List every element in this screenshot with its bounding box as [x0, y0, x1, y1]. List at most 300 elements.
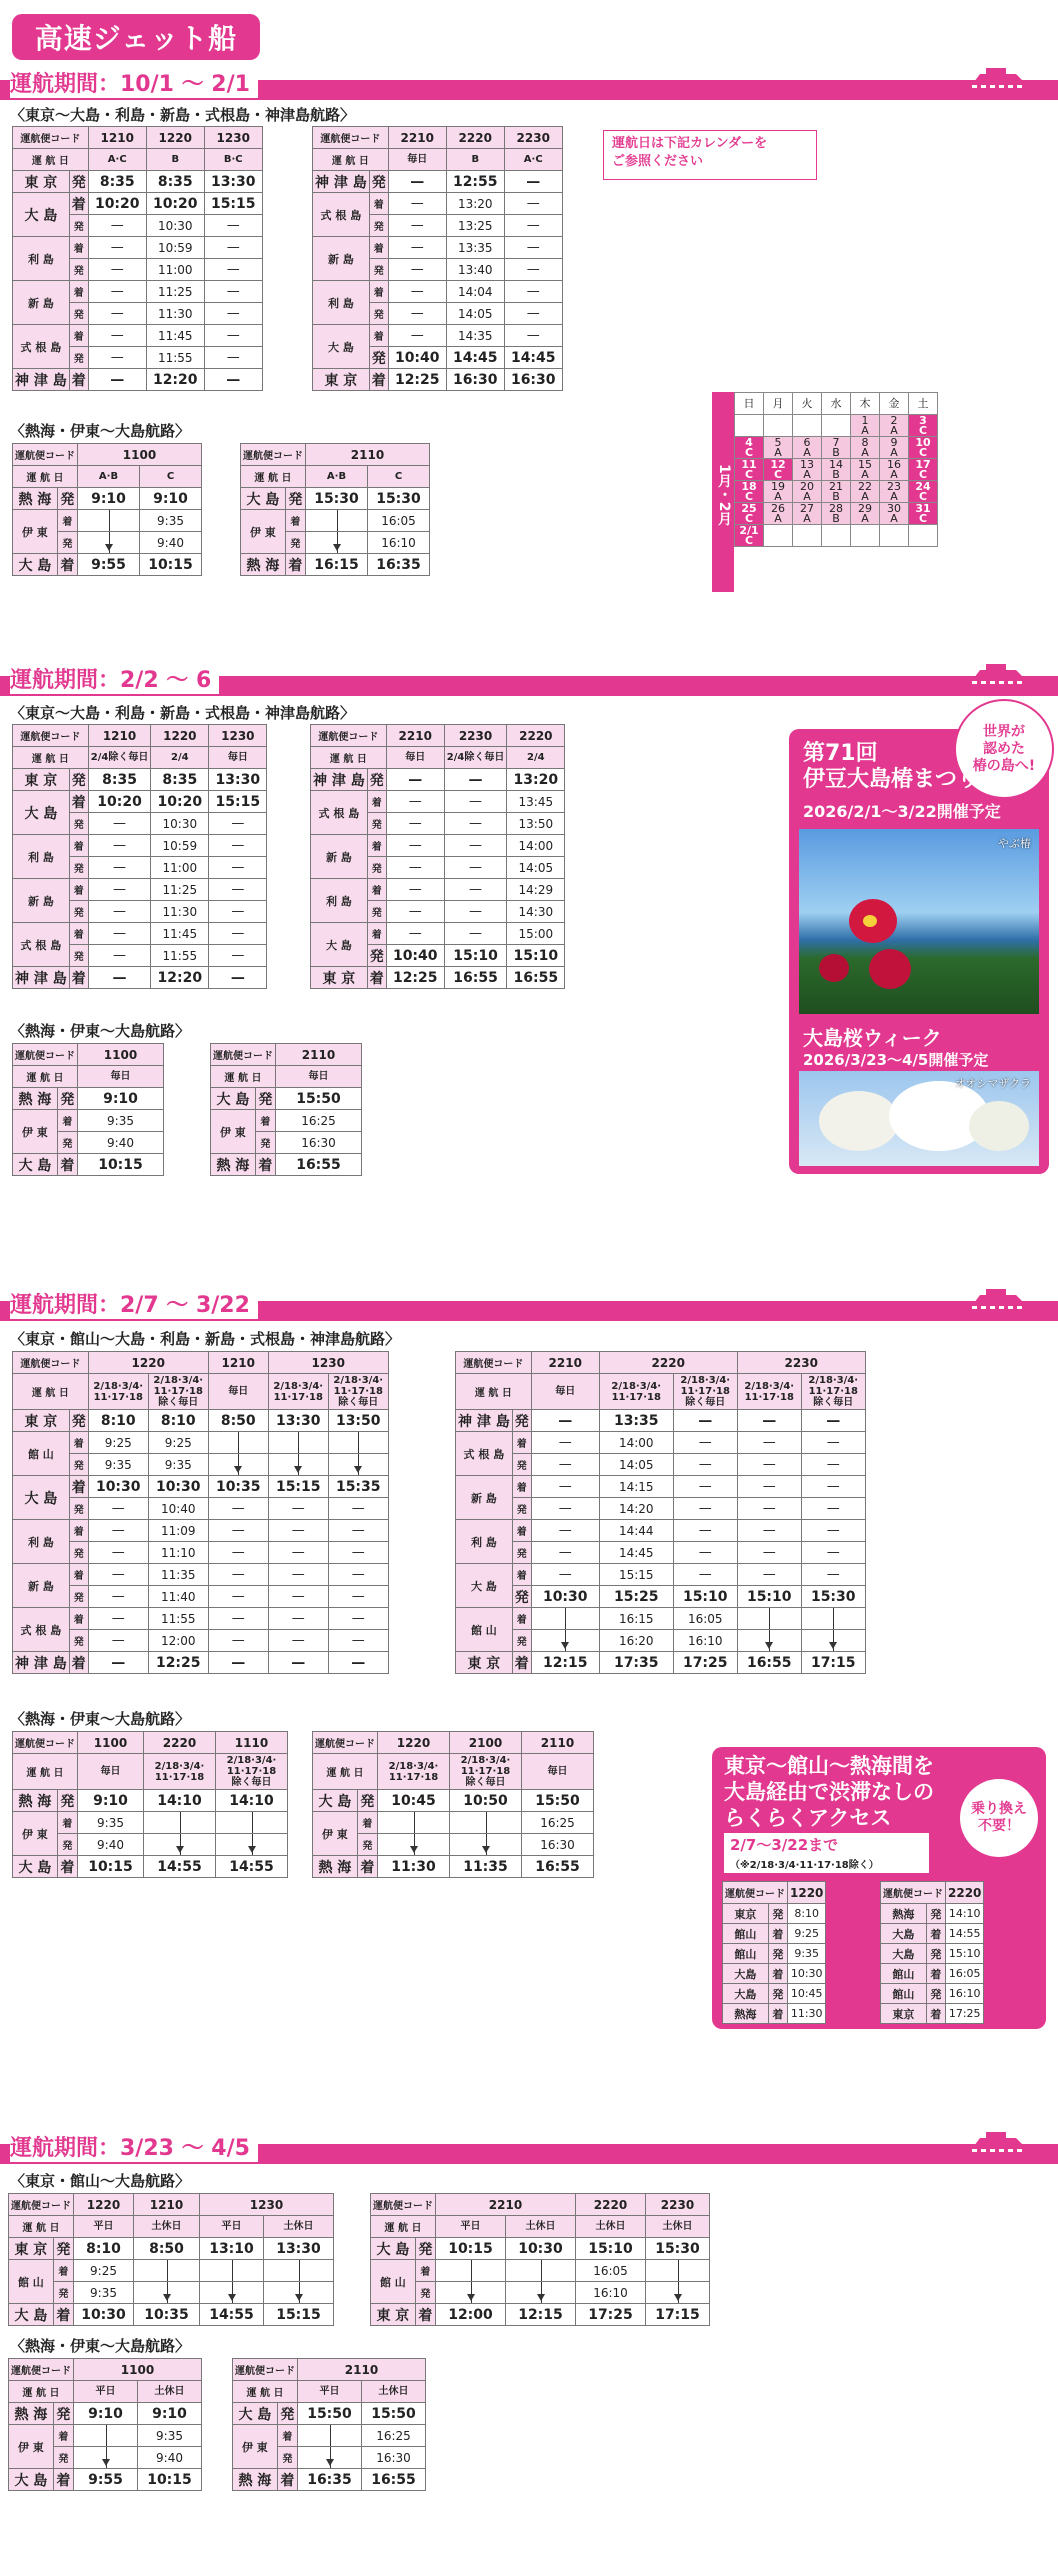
sakura-week-dates: 2026/3/23～4/5開催予定 — [803, 1051, 989, 1069]
time-cell: — — [209, 813, 267, 835]
section-header — [0, 1283, 1058, 1325]
time-cell — [328, 1432, 388, 1454]
operating-day: 毎日 — [522, 1754, 594, 1790]
time-cell: 9:35 — [148, 1454, 208, 1476]
timetable-row — [371, 2304, 710, 2326]
timetable-row — [313, 1856, 594, 1878]
access-period: 2/7～3/22まで （※2/18·3/4·11·17·18除く） — [724, 1833, 929, 1873]
operating-day: 平日 — [436, 2216, 506, 2238]
port-label: 熱 海 — [313, 1856, 358, 1878]
timetable-row — [13, 769, 267, 791]
day-label: 運 航 日 — [456, 1374, 532, 1410]
time-cell: — — [208, 1586, 268, 1608]
time-cell: — — [386, 835, 444, 857]
timetable-row — [211, 1110, 362, 1132]
operating-day: 2/18·3/4· 11·17·18 — [737, 1374, 801, 1410]
time-cell: 16:15 — [599, 1608, 673, 1630]
timetable — [210, 1043, 362, 1176]
operating-day: B — [446, 149, 504, 171]
time-cell: — — [88, 967, 151, 989]
time-cell: 16:55 — [276, 1154, 362, 1176]
header-row — [241, 444, 430, 466]
calendar-day — [764, 415, 793, 437]
time-cell — [436, 2282, 506, 2304]
port-label: 利 島 — [313, 281, 370, 325]
time-cell: 13:40 — [446, 259, 504, 281]
arr-dep-label: 発 — [512, 1542, 531, 1564]
time-cell: 13:50 — [328, 1410, 388, 1432]
timetable-row — [311, 923, 565, 945]
time-cell: 16:25 — [522, 1812, 594, 1834]
arr-dep-label: 着 — [926, 2004, 945, 2024]
arr-dep-label: 着 — [357, 1812, 377, 1834]
time-cell: 10:15 — [140, 554, 202, 576]
timetable-row — [13, 1432, 389, 1454]
timetable-row — [13, 1498, 389, 1520]
timetable-row — [456, 1630, 866, 1652]
timetable-row — [723, 1964, 826, 1984]
arr-dep-label: 着 — [69, 281, 88, 303]
time-cell: 17:25 — [576, 2304, 646, 2326]
header-row — [723, 1882, 826, 1904]
photo-caption: オオシマザクラ — [954, 1077, 1031, 1090]
day-label: 運 航 日 — [13, 149, 89, 171]
calendar-day — [822, 525, 851, 547]
port-label: 式 根 島 — [311, 791, 368, 835]
header-row — [881, 1882, 984, 1904]
calendar-day — [822, 415, 851, 437]
arr-dep-label: 発 — [512, 1498, 531, 1520]
operating-day: 土休日 — [264, 2216, 334, 2238]
time-cell: — — [209, 945, 267, 967]
time-cell: 9:35 — [74, 2282, 134, 2304]
time-cell: — — [204, 325, 262, 347]
timetable-row — [13, 369, 263, 391]
time-cell: — — [88, 1542, 148, 1564]
timetable-row — [241, 488, 430, 510]
time-cell: 14:05 — [599, 1454, 673, 1476]
time-cell: 15:15 — [209, 791, 267, 813]
time-cell — [298, 2425, 362, 2447]
time-cell: — — [386, 769, 444, 791]
calendar-day: 3 C — [909, 415, 938, 437]
arr-dep-label: 発 — [53, 2447, 73, 2469]
time-cell — [306, 510, 368, 532]
section-header — [0, 658, 1058, 700]
time-cell: 12:00 — [436, 2304, 506, 2326]
time-cell: — — [328, 1520, 388, 1542]
port-label: 大 島 — [456, 1564, 513, 1608]
timetable-row — [13, 237, 263, 259]
port-label: 館 山 — [9, 2260, 54, 2304]
time-cell: — — [209, 835, 267, 857]
service-code: 2210 — [531, 1352, 599, 1374]
timetable-row — [456, 1652, 866, 1674]
operating-day: 2/18·3/4· 11·17·18 — [599, 1374, 673, 1410]
service-code: 2110 — [522, 1732, 594, 1754]
service-code: 2210 — [386, 725, 444, 747]
time-cell: — — [88, 347, 146, 369]
arr-dep-label: 発 — [69, 1498, 88, 1520]
time-cell: — — [328, 1586, 388, 1608]
header-row — [13, 747, 267, 769]
service-code: 1220 — [88, 1352, 208, 1374]
port-label: 式 根 島 — [13, 1608, 70, 1652]
arr-dep-label: 着 — [285, 554, 305, 576]
port-label: 館 山 — [371, 2260, 416, 2304]
time-cell: 12:15 — [531, 1652, 599, 1674]
time-cell: — — [208, 1520, 268, 1542]
operating-day: 土休日 — [362, 2381, 426, 2403]
calendar-day: 26 A — [764, 503, 793, 525]
header-row — [313, 127, 563, 149]
calendar-day: 14 B — [822, 459, 851, 481]
port-label: 熱海 — [723, 2004, 769, 2024]
time-cell: — — [388, 237, 446, 259]
time-cell: 9:25 — [788, 1924, 826, 1944]
port-label: 新 島 — [313, 237, 370, 281]
time-cell — [134, 2260, 200, 2282]
arr-dep-label: 着 — [69, 193, 88, 215]
operating-day: 毎日 — [386, 747, 444, 769]
operating-day: A·B — [78, 466, 140, 488]
header-row — [456, 1374, 866, 1410]
timetable-row — [13, 1812, 288, 1834]
time-cell: — — [444, 791, 507, 813]
calendar-day: 1 A — [851, 415, 880, 437]
calendar-day — [793, 525, 822, 547]
time-cell: — — [386, 857, 444, 879]
time-cell — [737, 1608, 801, 1630]
arr-dep-label: 発 — [69, 347, 88, 369]
time-cell: 10:30 — [788, 1964, 826, 1984]
time-cell: 14:29 — [507, 879, 565, 901]
calendar-day: 2/1 C — [735, 525, 764, 547]
header-row — [13, 725, 267, 747]
code-label: 運航便コード — [241, 444, 306, 466]
arr-dep-label: 着 — [277, 2425, 297, 2447]
code-label: 運航便コード — [456, 1352, 532, 1374]
arr-dep-label: 発 — [415, 2282, 435, 2304]
arr-dep-label: 発 — [926, 1904, 945, 1924]
time-cell — [801, 1630, 865, 1652]
arr-dep-label: 発 — [69, 857, 88, 879]
calendar-day: 7 B — [822, 437, 851, 459]
timetable-row — [9, 2282, 334, 2304]
time-cell: 16:15 — [306, 554, 368, 576]
arr-dep-label: 発 — [367, 769, 386, 791]
time-cell: — — [208, 1608, 268, 1630]
time-cell: — — [504, 171, 562, 193]
port-label: 大島 — [723, 1984, 769, 2004]
port-label: 大 島 — [13, 791, 70, 835]
port-label: 伊 東 — [233, 2425, 278, 2469]
time-cell: 14:05 — [446, 303, 504, 325]
timetable-row — [13, 1088, 164, 1110]
operating-day: 毎日 — [276, 1066, 362, 1088]
time-cell: — — [737, 1498, 801, 1520]
time-cell: 10:20 — [146, 193, 204, 215]
time-cell: 10:15 — [138, 2469, 202, 2491]
day-label: 運 航 日 — [13, 1754, 78, 1790]
operating-day: 土休日 — [576, 2216, 646, 2238]
arr-dep-label: 発 — [69, 1542, 88, 1564]
arr-dep-label: 発 — [926, 1944, 945, 1964]
arr-dep-label: 着 — [369, 193, 388, 215]
time-cell: 16:55 — [737, 1652, 801, 1674]
arr-dep-label: 着 — [69, 791, 88, 813]
time-cell: — — [673, 1520, 737, 1542]
operating-day: A·C — [504, 149, 562, 171]
port-label: 東 京 — [13, 1410, 70, 1432]
time-cell: 10:30 — [506, 2238, 576, 2260]
header-row — [313, 149, 563, 171]
timetable — [232, 2358, 426, 2491]
calendar-day: 2 A — [880, 415, 909, 437]
time-cell: 9:10 — [138, 2403, 202, 2425]
service-code: 1230 — [200, 2194, 334, 2216]
time-cell: 10:45 — [378, 1790, 450, 1812]
arr-dep-label: 着 — [69, 1564, 88, 1586]
time-cell: 12:25 — [388, 369, 446, 391]
time-cell: — — [386, 901, 444, 923]
time-cell: 8:35 — [151, 769, 209, 791]
timetable-row — [241, 510, 430, 532]
timetable-row — [13, 488, 202, 510]
arr-dep-label: 発 — [57, 1834, 77, 1856]
time-cell: 14:20 — [599, 1498, 673, 1520]
time-cell — [378, 1834, 450, 1856]
port-label: 大島 — [723, 1964, 769, 1984]
operating-day: 平日 — [298, 2381, 362, 2403]
arr-dep-label: 着 — [69, 879, 88, 901]
time-cell: 16:55 — [444, 967, 507, 989]
arr-dep-label: 発 — [53, 2282, 73, 2304]
timetable-row — [233, 2469, 426, 2491]
header-row — [211, 1066, 362, 1088]
time-cell: — — [737, 1564, 801, 1586]
time-cell: 11:55 — [148, 1608, 208, 1630]
time-cell — [737, 1630, 801, 1652]
time-cell: 11:45 — [151, 923, 209, 945]
time-cell — [200, 2282, 264, 2304]
code-label: 運航便コード — [211, 1044, 276, 1066]
time-cell: 15:25 — [599, 1586, 673, 1608]
code-label: 運航便コード — [313, 1732, 378, 1754]
weekday-label: 水 — [822, 393, 851, 415]
time-cell: 13:50 — [507, 813, 565, 835]
time-cell: 10:20 — [88, 193, 146, 215]
route-name: 〈熱海・伊東～大島航路〉 — [10, 1022, 191, 1040]
operating-day: 土休日 — [506, 2216, 576, 2238]
calendar-day — [764, 525, 793, 547]
time-cell: — — [504, 193, 562, 215]
header-row — [13, 1044, 164, 1066]
operating-day: 2/18·3/4· 11·17·18 除く毎日 — [216, 1754, 288, 1790]
time-cell: 16:25 — [362, 2425, 426, 2447]
port-label: 式 根 島 — [13, 923, 70, 967]
time-cell: 9:55 — [78, 554, 140, 576]
arr-dep-label: 発 — [69, 901, 88, 923]
time-cell: 11:30 — [378, 1856, 450, 1878]
time-cell: 12:25 — [148, 1652, 208, 1674]
time-cell: 15:10 — [737, 1586, 801, 1608]
time-cell: — — [504, 237, 562, 259]
timetable-row — [311, 835, 565, 857]
time-cell: — — [737, 1520, 801, 1542]
port-label: 新 島 — [311, 835, 368, 879]
calendar-day: 6 A — [793, 437, 822, 459]
time-cell: 9:55 — [74, 2469, 138, 2491]
calendar-day: 11 C — [735, 459, 764, 481]
service-code: 1110 — [216, 1732, 288, 1754]
time-cell: — — [801, 1520, 865, 1542]
time-cell: 10:40 — [386, 945, 444, 967]
time-cell: 16:10 — [673, 1630, 737, 1652]
time-cell: 16:05 — [368, 510, 430, 532]
access-promo — [712, 1747, 1046, 2029]
time-cell: — — [88, 923, 151, 945]
port-label: 館山 — [881, 1984, 927, 2004]
time-cell: — — [328, 1630, 388, 1652]
time-cell: — — [444, 879, 507, 901]
operating-day: 2/18·3/4· 11·17·18 — [144, 1754, 216, 1790]
port-label: 大 島 — [211, 1088, 256, 1110]
timetable-row — [13, 1856, 288, 1878]
calendar-day: 5 A — [764, 437, 793, 459]
timetable — [12, 443, 202, 576]
header-row — [313, 1754, 594, 1790]
timetable-row — [456, 1608, 866, 1630]
time-cell: 14:55 — [144, 1856, 216, 1878]
timetable-row — [9, 2304, 334, 2326]
time-cell: — — [386, 791, 444, 813]
service-code: 1230 — [204, 127, 262, 149]
time-cell — [200, 2260, 264, 2282]
time-cell: — — [268, 1586, 328, 1608]
time-cell — [144, 1834, 216, 1856]
period-title: 運航期間：2/7 ～ 3/22 — [10, 1288, 258, 1319]
timetable-row — [13, 325, 263, 347]
time-cell — [646, 2260, 710, 2282]
time-cell: — — [268, 1608, 328, 1630]
port-label: 館山 — [723, 1944, 769, 1964]
time-cell: — — [88, 325, 146, 347]
time-cell: 13:30 — [204, 171, 262, 193]
time-cell — [216, 1834, 288, 1856]
arr-dep-label: 着 — [255, 1110, 275, 1132]
code-label: 運航便コード — [233, 2359, 298, 2381]
time-cell: — — [673, 1432, 737, 1454]
operating-day: C — [140, 466, 202, 488]
time-cell: 15:50 — [522, 1790, 594, 1812]
arr-dep-label: 発 — [69, 1454, 88, 1476]
time-cell: — — [208, 1564, 268, 1586]
timetable-row — [13, 1410, 389, 1432]
port-label: 利 島 — [13, 237, 70, 281]
arr-dep-label: 発 — [69, 1586, 88, 1608]
time-cell: 8:10 — [88, 1410, 148, 1432]
photo-caption: やぶ椿 — [998, 837, 1031, 850]
time-cell: — — [88, 813, 151, 835]
arr-dep-label: 着 — [57, 1110, 77, 1132]
time-cell: 9:35 — [88, 1454, 148, 1476]
timetable-row — [13, 1110, 164, 1132]
time-cell: — — [388, 281, 446, 303]
time-cell: 16:55 — [522, 1856, 594, 1878]
time-cell — [298, 2447, 362, 2469]
section-header — [0, 2126, 1058, 2168]
time-cell: 12:55 — [446, 171, 504, 193]
arr-dep-label: 発 — [415, 2238, 435, 2260]
time-cell: — — [328, 1652, 388, 1674]
time-cell: — — [208, 1652, 268, 1674]
time-cell: 9:40 — [78, 1132, 164, 1154]
time-cell — [74, 2447, 138, 2469]
time-cell: — — [88, 259, 146, 281]
time-cell: — — [209, 923, 267, 945]
arr-dep-label: 着 — [57, 1812, 77, 1834]
arr-dep-label: 着 — [277, 2469, 297, 2491]
arr-dep-label: 着 — [69, 1432, 88, 1454]
time-cell: 14:55 — [216, 1856, 288, 1878]
code-label: 運航便コード — [723, 1882, 788, 1904]
time-cell: — — [531, 1454, 599, 1476]
time-cell: — — [208, 1630, 268, 1652]
arr-dep-label: 着 — [69, 1608, 88, 1630]
timetable-row — [13, 1652, 389, 1674]
header-row — [13, 127, 263, 149]
route-name: 〈東京・館山～大島航路〉 — [10, 2172, 191, 2190]
arr-dep-label: 発 — [357, 1834, 377, 1856]
time-cell: — — [531, 1498, 599, 1520]
port-label: 大 島 — [9, 2304, 54, 2326]
timetable-row — [13, 1630, 389, 1652]
arr-dep-label: 発 — [277, 2447, 297, 2469]
time-cell: 9:35 — [140, 510, 202, 532]
arr-dep-label: 発 — [768, 1984, 787, 2004]
access-title: 東京～館山～熱海間を 大島経由で渋滞なしの らくらくアクセス — [724, 1754, 934, 1830]
time-cell — [268, 1432, 328, 1454]
time-cell: — — [208, 1498, 268, 1520]
port-label: 大 島 — [13, 1154, 58, 1176]
time-cell: 15:10 — [576, 2238, 646, 2260]
time-cell: 11:00 — [151, 857, 209, 879]
operating-day: 毎日 — [78, 1066, 164, 1088]
service-code: 1230 — [268, 1352, 388, 1374]
port-label: 熱海 — [881, 1904, 927, 1924]
service-code: 2210 — [436, 2194, 576, 2216]
operating-day: 毎日 — [78, 1754, 144, 1790]
service-code: 2220 — [576, 2194, 646, 2216]
time-cell: 15:50 — [362, 2403, 426, 2425]
time-cell: — — [88, 901, 151, 923]
timetable — [455, 1351, 866, 1674]
port-label: 熱 海 — [241, 554, 286, 576]
timetable-row — [723, 1944, 826, 1964]
service-code: 1100 — [74, 2359, 202, 2381]
timetable-row — [13, 1154, 164, 1176]
time-cell: — — [531, 1432, 599, 1454]
time-cell: — — [504, 281, 562, 303]
port-label: 東 京 — [371, 2304, 416, 2326]
time-cell: 16:35 — [298, 2469, 362, 2491]
route-name: 〈東京～大島・利島・新島・式根島・神津島航路〉 — [10, 106, 356, 124]
time-cell: 8:10 — [148, 1410, 208, 1432]
time-cell: 9:25 — [148, 1432, 208, 1454]
time-cell: 15:30 — [306, 488, 368, 510]
time-cell: 9:10 — [78, 1088, 164, 1110]
